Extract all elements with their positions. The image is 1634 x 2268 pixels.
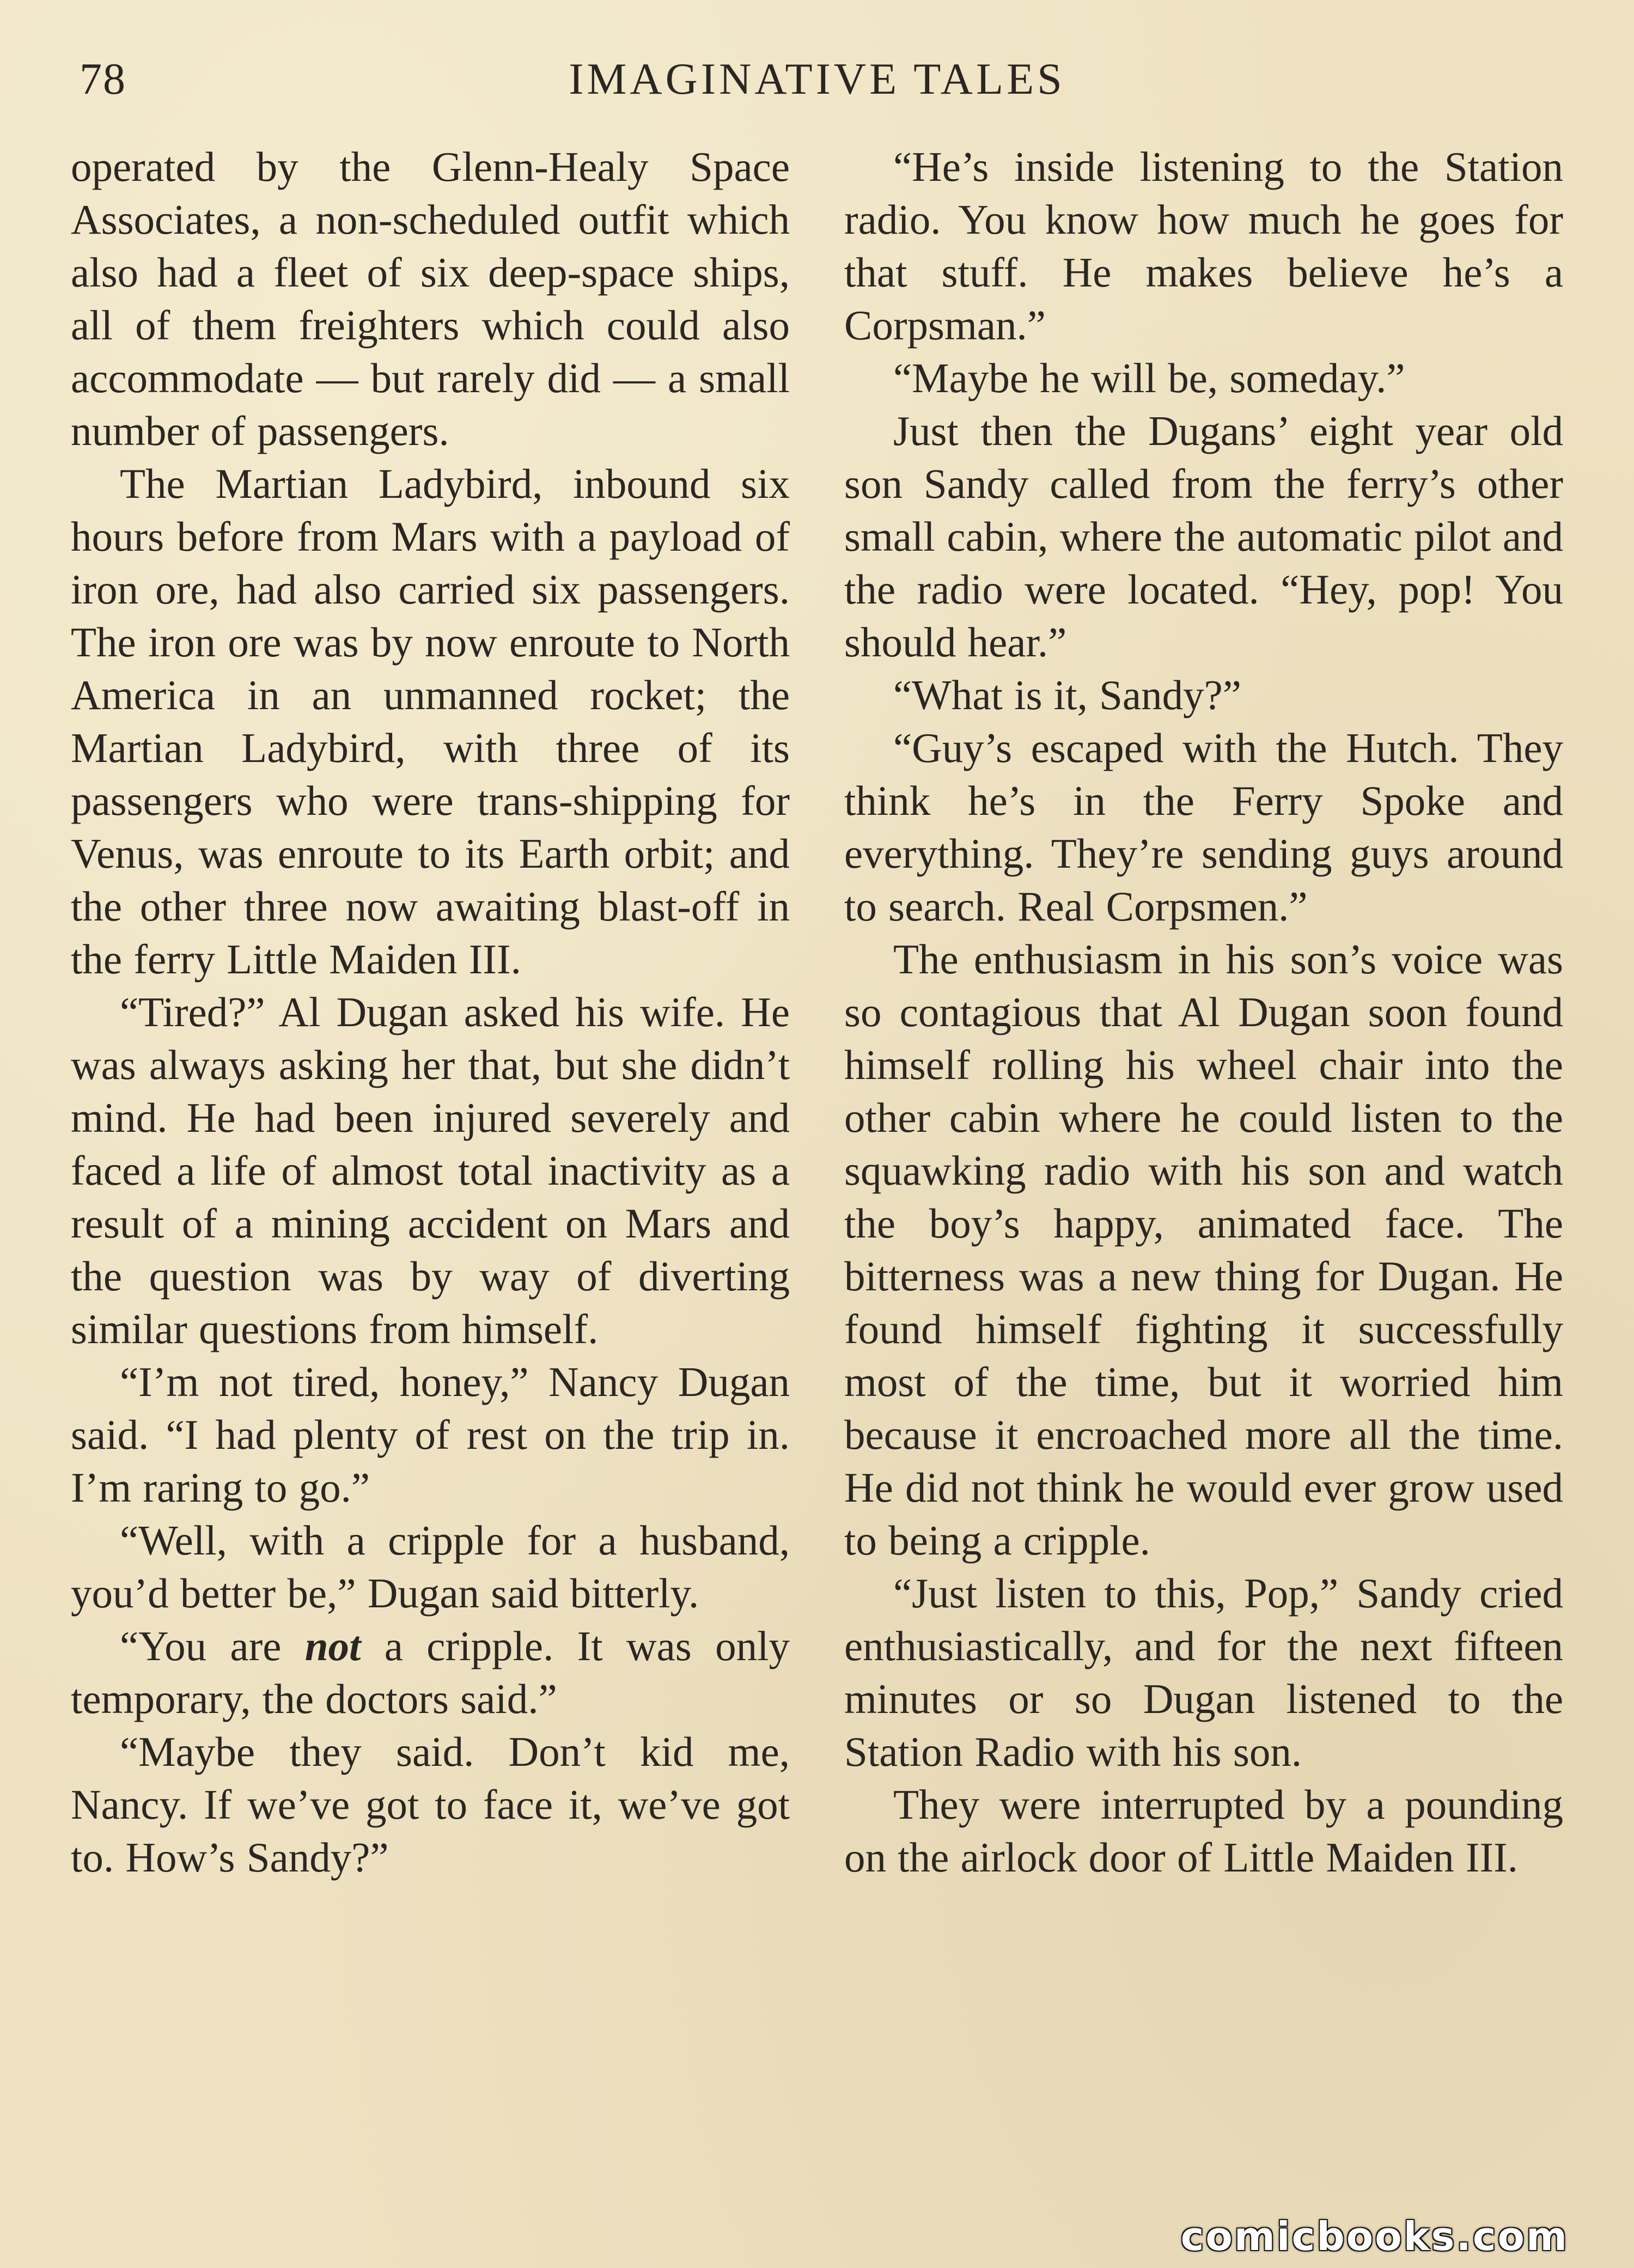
left-column xyxy=(71,141,790,1884)
running-head xyxy=(71,38,1563,114)
paragraph: “Just listen to this, Pop,” Sandy cried enthusiastically, and for the next fifteen minutes or so Dugan listened to the Station Radio with his son. xyxy=(844,1570,1563,1775)
paragraph: Just then the Dugans’ eight year old son Sandy called from the ferry’s other small cabin, where the automatic pilot and the radio were located. “Hey, pop! You should hear.” xyxy=(844,407,1563,666)
paragraph: The enthusiasm in his son’s voice was so contagious that Al Dugan soon found himself rolling his wheel chair into the other cabin where he could listen to the squawking radio with his son and watch the boy’s happy, animated face. The bitterness was a new thing for Dugan. He found himself fighting it successfully most of the time, but it worried him because it encroached more all the time. He did not think he would ever grow used to being a cripple. xyxy=(844,936,1563,1564)
paragraph-text: “You are xyxy=(120,1623,305,1669)
right-column xyxy=(844,141,1563,1884)
paragraph: “Maybe they said. Don’t kid me, Nancy. If we’ve got to face it, we’ve got to. How’s Sandy?” xyxy=(71,1728,790,1881)
paragraph: operated by the Glenn-Healy Space Associates, a non-scheduled outfit which also had a fleet of six deep-space ships, all of them freighters which could also accommodate — but rarely did — a small number of passengers. xyxy=(71,143,790,454)
paragraph: “Maybe he will be, someday.” xyxy=(893,355,1405,401)
paragraph: “Well, with a cripple for a husband, you’d better be,” Dugan said bitterly. xyxy=(71,1517,790,1617)
paragraph: “What is it, Sandy?” xyxy=(893,672,1241,718)
watermark-logo: comicbooks.com xyxy=(1180,2214,1569,2259)
text-columns xyxy=(71,141,1563,1884)
paragraph xyxy=(71,1620,790,1726)
running-title: IMAGINATIVE TALES xyxy=(569,54,1065,103)
paragraph: “Guy’s escaped with the Hutch. They think he’s in the Ferry Spoke and everything. They’re sending guys around to search. Real Corpsmen.” xyxy=(844,724,1563,930)
paragraph: “Tired?” Al Dugan asked his wife. He was always asking her that, but she didn’t mind. He had been injured severely and faced a life of almost total inactivity as a result of a mining accident on Mars and the question was by way of diverting similar questions from himself. xyxy=(71,989,790,1352)
paragraph-text: a cripple. It was only temporary, the doctors said.” xyxy=(71,1623,790,1722)
paragraph: “I’m not tired, honey,” Nancy Dugan said. “I had plenty of rest on the trip in. I’m raring to go.” xyxy=(71,1358,790,1511)
paragraph: The Martian Ladybird, inbound six hours before from Mars with a payload of iron ore, had also carried six passengers. The iron ore was by now enroute to North America in an unmanned rocket; the Martian Ladybird, with three of its passengers who were trans-shipping for Venus, was enroute to its Earth orbit; and the other three now awaiting blast-off in the ferry Little Maiden III. xyxy=(71,460,790,983)
paragraph: They were interrupted by a pounding on the airlock door of Little Maiden III. xyxy=(844,1781,1563,1881)
emphasized-word: not xyxy=(304,1623,361,1669)
page-number: 78 xyxy=(80,54,126,103)
paragraph: “He’s inside listening to the Station radio. You know how much he goes for that stuff. He makes believe he’s a Corpsman.” xyxy=(844,143,1563,349)
